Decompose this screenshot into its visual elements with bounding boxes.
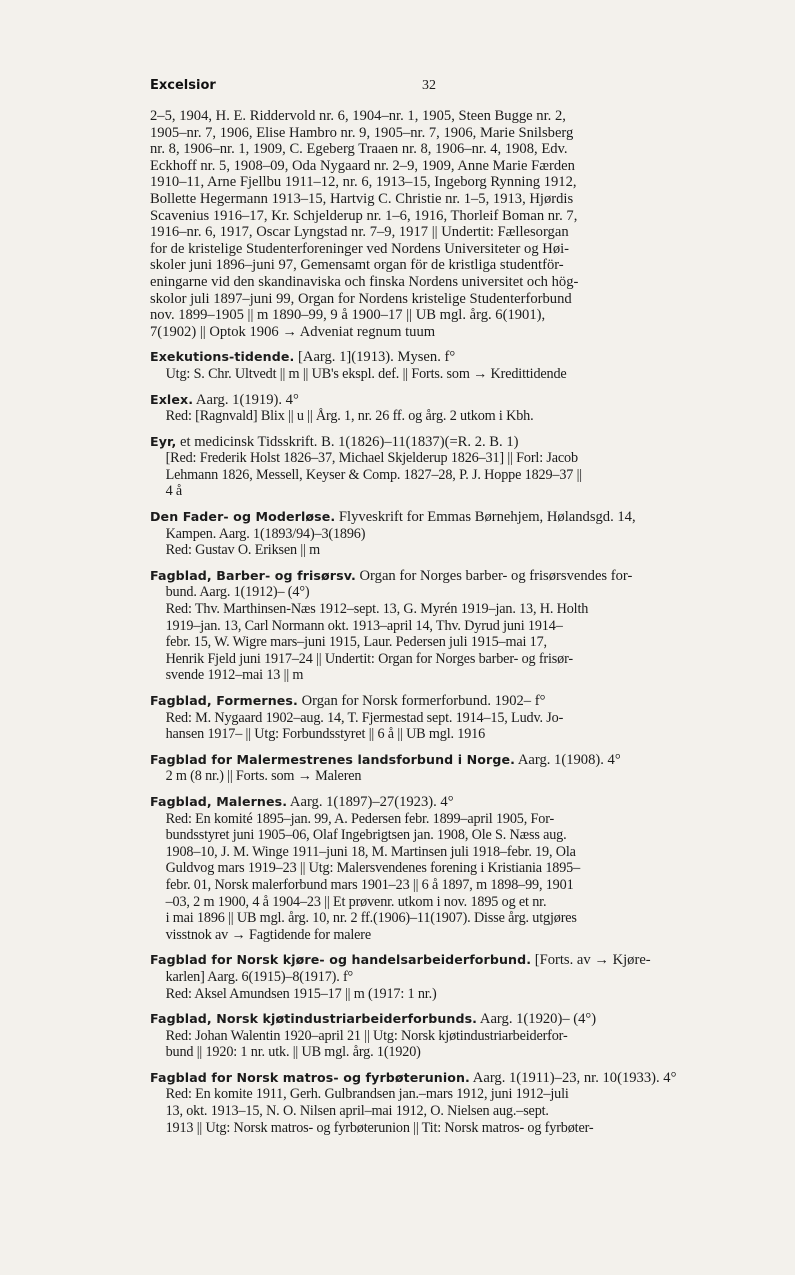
entry-title: Exekutions-tidende.: [150, 349, 295, 365]
entry-text: Aarg. 1(1911)–23, nr. 10(1933). 4°: [469, 1069, 677, 1086]
entry-line: [150, 542, 726, 559]
entry-line: [150, 667, 726, 684]
entry-line: [150, 108, 742, 125]
entry-text: Aarg. 1(1920)– (4°): [477, 1011, 597, 1028]
entry-line: [150, 827, 726, 844]
entry-line: [150, 467, 726, 484]
entry-line: [150, 1120, 726, 1137]
entry-text: bundsstyret juni 1905–06, Olaf Ingebrigtsen jan. 1908, Ole S. Næss aug.: [165, 827, 567, 844]
entry-text: skoler juni 1896–juni 97, Gemensamt organ för de kristliga studentför-: [150, 257, 564, 274]
entry-line: [150, 844, 726, 861]
catalog-entry: [150, 434, 742, 500]
entry-line: [150, 450, 726, 467]
entry-text: Henrik Fjeld juni 1917–24 || Undertit: Organ for Norges barber- og frisør-: [165, 650, 573, 667]
entry-line: [150, 634, 726, 651]
entry-text: Organ for Norges barber- og frisørsvendes for-: [355, 567, 633, 584]
entry-text: skolor juli 1897–juni 99, Organ for Nordens kristelige Studenterforbund: [150, 290, 572, 307]
entry-line: [150, 291, 742, 308]
entry-text: febr. 01, Norsk malerforbund mars 1901–23 || 6 å 1897, m 1898–99, 1901: [165, 876, 574, 893]
catalog-entry: [150, 568, 742, 684]
page-number: 32: [422, 78, 436, 93]
entry-text: [Aarg. 1](1913). Mysen. f°: [294, 349, 456, 366]
entry-line: [150, 1044, 726, 1061]
entry-line: [150, 969, 726, 986]
entry-text: Aarg. 1(1908). 4°: [514, 751, 621, 768]
entry-line: [150, 408, 726, 425]
entry-text: Lehmann 1826, Messell, Keyser & Comp. 1827–28, P. J. Hoppe 1829–37 ||: [165, 466, 582, 483]
entry-text: bund. Aarg. 1(1912)– (4°): [165, 584, 310, 601]
entry-text: –03, 2 m 1900, 4 å 1904–23 || Et prøvenr. utkom i nov. 1895 og et nr.: [165, 893, 547, 910]
entry-line: [150, 752, 742, 769]
entry-text: 1913 || Utg: Norsk matros- og fyrbøterunion || Tit: Norsk matros- og fyrbøter-: [165, 1119, 594, 1136]
catalog-entry: [150, 952, 742, 1002]
entry-line: [150, 1028, 726, 1045]
running-head: [150, 78, 650, 98]
entry-line: [150, 324, 742, 341]
entry-text: et medicinsk Tidsskrift. B. 1(1826)–11(1837)(=R. 2. B. 1): [176, 433, 519, 450]
entry-text: Red: Thv. Marthinsen-Næs 1912–sept. 13, G. Myrén 1919–jan. 13, H. Holth: [165, 601, 589, 618]
entry-line: [150, 191, 742, 208]
entry-text: Guldvog mars 1919–23 || Utg: Malersvendenes forening i Kristiania 1895–: [165, 860, 581, 877]
entry-line: [150, 349, 742, 366]
entry-line: [150, 927, 726, 944]
entry-line: [150, 257, 742, 274]
entry-text: eningarne vid den skandinaviska och finska Nordens universitet och hög-: [150, 273, 579, 290]
catalog-entry: [150, 392, 742, 425]
entry-line: [150, 174, 742, 191]
catalog-entry: [150, 794, 742, 943]
entry-text: Red: Aksel Amundsen 1915–17 || m (1917: 1 nr.): [165, 985, 437, 1002]
entry-text: Utg: S. Chr. Ultvedt || m || UB's ekspl. def. || Forts. som → Kredittidende: [165, 365, 567, 382]
entry-line: [150, 710, 726, 727]
entry-line: [150, 307, 742, 324]
entry-line: [150, 618, 726, 635]
entry-title: Fagblad, Formernes.: [150, 693, 298, 708]
entry-line: [150, 693, 742, 710]
entry-text: 1908–10, J. M. Winge 1911–juni 18, M. Martinsen juli 1918–febr. 19, Ola: [165, 843, 576, 860]
catalog-entry: [150, 752, 742, 785]
entry-title: Eyr,: [150, 433, 177, 449]
entry-title: Fagblad, Norsk kjøtindustriarbeiderforbunds.: [150, 1011, 478, 1027]
entry-line: [150, 726, 726, 743]
catalog-entry: [150, 693, 742, 743]
entry-text: Red: M. Nygaard 1902–aug. 14, T. Fjermestad sept. 1914–15, Ludv. Jo-: [165, 709, 564, 726]
entry-text: Eckhoff nr. 5, 1908–09, Oda Nygaard nr. 2–9, 1909, Anne Marie Færden: [150, 157, 575, 174]
entry-text: 4 å: [165, 483, 183, 500]
entry-text: Red: En komite 1911, Gerh. Gulbrandsen jan.–mars 1912, juni 1912–juli: [165, 1086, 569, 1103]
catalog-entry: [150, 1070, 742, 1136]
entry-title: Exlex.: [150, 391, 194, 407]
catalog-entry: [150, 349, 742, 382]
entry-text: Red: En komité 1895–jan. 99, A. Pedersen febr. 1899–april 1905, For-: [165, 810, 555, 827]
entry-text: 7(1902) || Optok 1906 → Adveniat regnum tuum: [150, 323, 436, 340]
entry-line: [150, 794, 742, 811]
entry-line: [150, 509, 742, 526]
entry-title: Fagblad for Norsk matros- og fyrbøterunion.: [150, 1069, 470, 1085]
entry-text: Red: Johan Walentin 1920–april 21 || Utg: Norsk kjøtindustriarbeiderfor-: [165, 1027, 568, 1044]
entry-text: Organ for Norsk formerforbund. 1902– f°: [297, 693, 546, 709]
entry-text: 1905–nr. 7, 1906, Elise Hambro nr. 9, 1905–nr. 7, 1906, Marie Snilsberg: [150, 124, 574, 141]
entry-text: [Red: Frederik Holst 1826–37, Michael Skjelderup 1826–31] || Forl: Jacob: [165, 450, 578, 467]
entry-text: 1910–11, Arne Fjellbu 1911–12, nr. 6, 1913–15, Ingeborg Rynning 1912,: [150, 174, 577, 191]
entry-text: nov. 1899–1905 || m 1890–99, 9 å 1900–17 || UB mgl. årg. 6(1901),: [150, 307, 546, 324]
entry-text: svende 1912–mai 13 || m: [165, 667, 304, 684]
entry-line: [150, 811, 726, 828]
entry-text: Red: [Ragnvald] Blix || u || Årg. 1, nr. 26 ff. og årg. 2 utkom i Kbh.: [165, 408, 534, 425]
entry-text: Bollette Hegermann 1913–15, Hartvig C. Christie nr. 1–5, 1913, Hjørdis: [150, 190, 574, 207]
catalog-entry: [150, 509, 742, 559]
entry-title: Fagblad, Barber- og frisørsv.: [150, 567, 356, 583]
entry-line: [150, 986, 726, 1003]
entry-text: 2 m (8 nr.) || Forts. som → Maleren: [165, 768, 362, 785]
entry-title: Fagblad, Malernes.: [150, 793, 288, 809]
entry-line: [150, 601, 726, 618]
entry-line: [150, 158, 742, 175]
catalog-entry: [150, 108, 742, 340]
catalog-entries: [150, 108, 742, 1145]
entry-text: febr. 15, W. Wigre mars–juni 1915, Laur. Pedersen juli 1915–mai 17,: [165, 634, 547, 651]
entry-text: karlen] Aarg. 6(1915)–8(1917). f°: [165, 968, 354, 985]
entry-line: [150, 483, 726, 500]
entry-text: Aarg. 1(1897)–27(1923). 4°: [287, 793, 454, 810]
entry-text: Red: Gustav O. Eriksen || m: [165, 542, 321, 559]
entry-text: 2–5, 1904, H. E. Riddervold nr. 6, 1904–nr. 1, 1905, Steen Bugge nr. 2,: [150, 108, 566, 124]
entry-text: bund || 1920: 1 nr. utk. || UB mgl. årg. 1(1920): [165, 1044, 421, 1061]
entry-line: [150, 434, 742, 451]
entry-line: [150, 274, 742, 291]
entry-text: Flyveskrift for Emmas Børnehjem, Hølandsgd. 14,: [335, 509, 636, 526]
entry-text: i mai 1896 || UB mgl. årg. 10, nr. 2 ff.(1906)–11(1907). Disse årg. utgjøres: [165, 910, 577, 927]
entry-line: [150, 584, 726, 601]
entry-text: visstnok av → Fagtidende for malere: [165, 926, 372, 943]
entry-title: Den Fader- og Moderløse.: [150, 509, 336, 525]
entry-text: [Forts. av → Kjøre-: [531, 952, 651, 969]
running-title: Excelsior: [150, 78, 216, 93]
entry-line: [150, 241, 742, 258]
entry-title: Fagblad for Norsk kjøre- og handelsarbeiderforbund.: [150, 952, 532, 968]
entry-text: for de kristelige Studenterforeninger ved Nordens Universiteter og Høi-: [150, 240, 570, 257]
entry-line: [150, 366, 726, 383]
entry-line: [150, 952, 742, 969]
entry-title: Fagblad for Malermestrenes landsforbund i Norge.: [150, 751, 515, 767]
entry-text: 13, okt. 1913–15, N. O. Nilsen april–mai 1912, O. Nielsen aug.–sept.: [165, 1103, 549, 1120]
entry-line: [150, 1011, 742, 1028]
entry-line: [150, 392, 742, 409]
entry-text: nr. 8, 1906–nr. 1, 1909, C. Egeberg Traaen nr. 8, 1906–nr. 4, 1908, Edv.: [150, 141, 568, 158]
entry-line: [150, 860, 726, 877]
entry-text: 1919–jan. 13, Carl Normann okt. 1913–april 14, Thv. Dyrud juni 1914–: [165, 617, 563, 634]
entry-line: [150, 1070, 742, 1087]
entry-line: [150, 208, 742, 225]
entry-line: [150, 910, 726, 927]
entry-text: Scavenius 1916–17, Kr. Schjelderup nr. 1–6, 1916, Thorleif Boman nr. 7,: [150, 207, 578, 224]
entry-line: [150, 877, 726, 894]
entry-line: [150, 768, 726, 785]
entry-line: [150, 568, 742, 585]
entry-line: [150, 1086, 726, 1103]
entry-line: [150, 125, 742, 142]
entry-text: hansen 1917– || Utg: Forbundsstyret || 6 å || UB mgl. 1916: [165, 726, 486, 743]
entry-line: [150, 141, 742, 158]
entry-line: [150, 526, 726, 543]
entry-text: Kampen. Aarg. 1(1893/94)–3(1896): [165, 525, 366, 542]
catalog-entry: [150, 1011, 742, 1061]
entry-line: [150, 1103, 726, 1120]
entry-text: 1916–nr. 6, 1917, Oscar Lyngstad nr. 7–9, 1917 || Undertit: Fællesorgan: [150, 224, 569, 241]
entry-text: Aarg. 1(1919). 4°: [193, 391, 299, 408]
entry-line: [150, 224, 742, 241]
entry-line: [150, 651, 726, 668]
entry-line: [150, 894, 726, 911]
